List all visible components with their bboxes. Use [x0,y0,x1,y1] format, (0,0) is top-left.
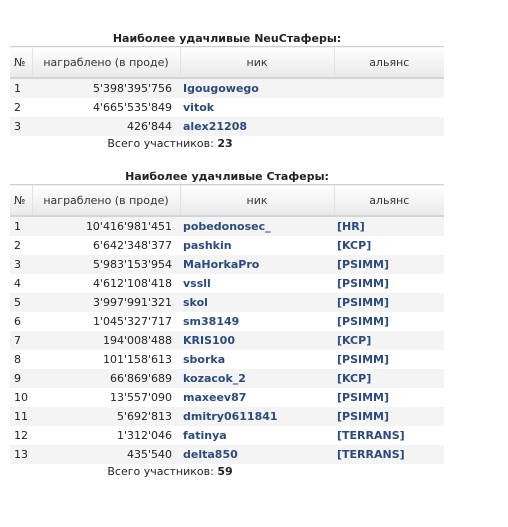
alliance-link [334,78,444,98]
row-amount: 426'844 [32,117,180,136]
col-header-num: № [10,185,32,217]
row-num: 6 [10,312,32,331]
alliance-link[interactable]: [PSIMM] [334,255,444,274]
row-num: 1 [10,216,32,236]
alliance-link[interactable]: [TERRANS] [334,426,444,445]
total-value: 23 [217,137,233,150]
row-num: 3 [10,117,32,136]
col-header-alliance: альянс [334,47,444,79]
alliance-link[interactable]: [PSIMM] [334,274,444,293]
row-num: 2 [10,98,32,117]
row-amount: 3'997'991'321 [32,293,180,312]
alliance-link[interactable]: [PSIMM] [334,407,444,426]
row-amount: 4'665'535'849 [32,98,180,117]
col-header-num: № [10,47,32,79]
player-link[interactable]: Igougowego [180,78,334,98]
table-row [10,255,444,274]
row-amount: 194'008'488 [32,331,180,350]
row-amount: 5'398'395'756 [32,78,180,98]
player-link[interactable]: pobedonosec_ [180,216,334,236]
player-link[interactable]: vitok [180,98,334,117]
player-link[interactable]: delta850 [180,445,334,464]
row-num: 5 [10,293,32,312]
table-row [10,293,444,312]
player-link[interactable]: vssll [180,274,334,293]
table-row [10,78,444,98]
table-row [10,388,444,407]
player-link[interactable]: dmitry0611841 [180,407,334,426]
row-num: 7 [10,331,32,350]
player-link[interactable]: sborka [180,350,334,369]
stafers-table [10,184,444,464]
row-amount: 435'540 [32,445,180,464]
row-amount: 66'869'689 [32,369,180,388]
table-row [10,350,444,369]
row-num: 1 [10,78,32,98]
row-num: 11 [10,407,32,426]
player-link[interactable]: sm38149 [180,312,334,331]
alliance-link [334,117,444,136]
neu-stafers-title: Наиболее удачливые NeuСтаферы: [112,32,342,45]
alliance-link[interactable]: [PSIMM] [334,350,444,369]
alliance-link[interactable]: [TERRANS] [334,445,444,464]
table-header-row [10,185,444,217]
neu-stafers-table [10,46,444,136]
player-link[interactable]: KRIS100 [180,331,334,350]
row-amount: 10'416'981'451 [32,216,180,236]
player-link[interactable]: fatinya [180,426,334,445]
row-amount: 5'983'153'954 [32,255,180,274]
alliance-link[interactable]: [KCP] [334,331,444,350]
alliance-link[interactable]: [KCP] [334,236,444,255]
alliance-link[interactable]: [PSIMM] [334,293,444,312]
row-num: 10 [10,388,32,407]
table-row [10,274,444,293]
row-num: 3 [10,255,32,274]
row-num: 9 [10,369,32,388]
neu-total [10,136,330,152]
table-row [10,98,444,117]
col-header-alliance: альянс [334,185,444,217]
alliance-link[interactable]: [HR] [334,216,444,236]
table-row [10,331,444,350]
row-amount: 101'158'613 [32,350,180,369]
col-header-nick: ник [180,47,334,79]
total-value: 59 [217,465,233,478]
row-amount: 4'612'108'418 [32,274,180,293]
table-row [10,312,444,331]
player-link[interactable]: alex21208 [180,117,334,136]
row-amount: 13'557'090 [32,388,180,407]
player-link[interactable]: pashkin [180,236,334,255]
row-amount: 5'692'813 [32,407,180,426]
alliance-link [334,98,444,117]
row-num: 8 [10,350,32,369]
table-row [10,117,444,136]
total-label: Всего участников: [107,137,214,150]
row-amount: 6'642'348'377 [32,236,180,255]
table-row [10,426,444,445]
neu-stafers-section [10,32,444,152]
table-row [10,407,444,426]
table-row [10,445,444,464]
col-header-amount: награблено (в проде) [32,47,180,79]
total-label: Всего участников: [107,465,214,478]
stafers-section [10,170,444,480]
row-amount: 1'312'046 [32,426,180,445]
alliance-link[interactable]: [PSIMM] [334,312,444,331]
table-row [10,216,444,236]
row-num: 4 [10,274,32,293]
player-link[interactable]: kozacok_2 [180,369,334,388]
stafers-title: Наиболее удачливые Стаферы: [125,170,329,183]
alliance-link[interactable]: [PSIMM] [334,388,444,407]
player-link[interactable]: MaHorkaPro [180,255,334,274]
row-num: 12 [10,426,32,445]
table-header-row [10,47,444,79]
row-amount: 1'045'327'717 [32,312,180,331]
row-num: 13 [10,445,32,464]
table-row [10,369,444,388]
col-header-amount: награблено (в проде) [32,185,180,217]
col-header-nick: ник [180,185,334,217]
player-link[interactable]: maxeev87 [180,388,334,407]
player-link[interactable]: skol [180,293,334,312]
alliance-link[interactable]: [KCP] [334,369,444,388]
table-row [10,236,444,255]
row-num: 2 [10,236,32,255]
stafers-total [10,464,330,480]
